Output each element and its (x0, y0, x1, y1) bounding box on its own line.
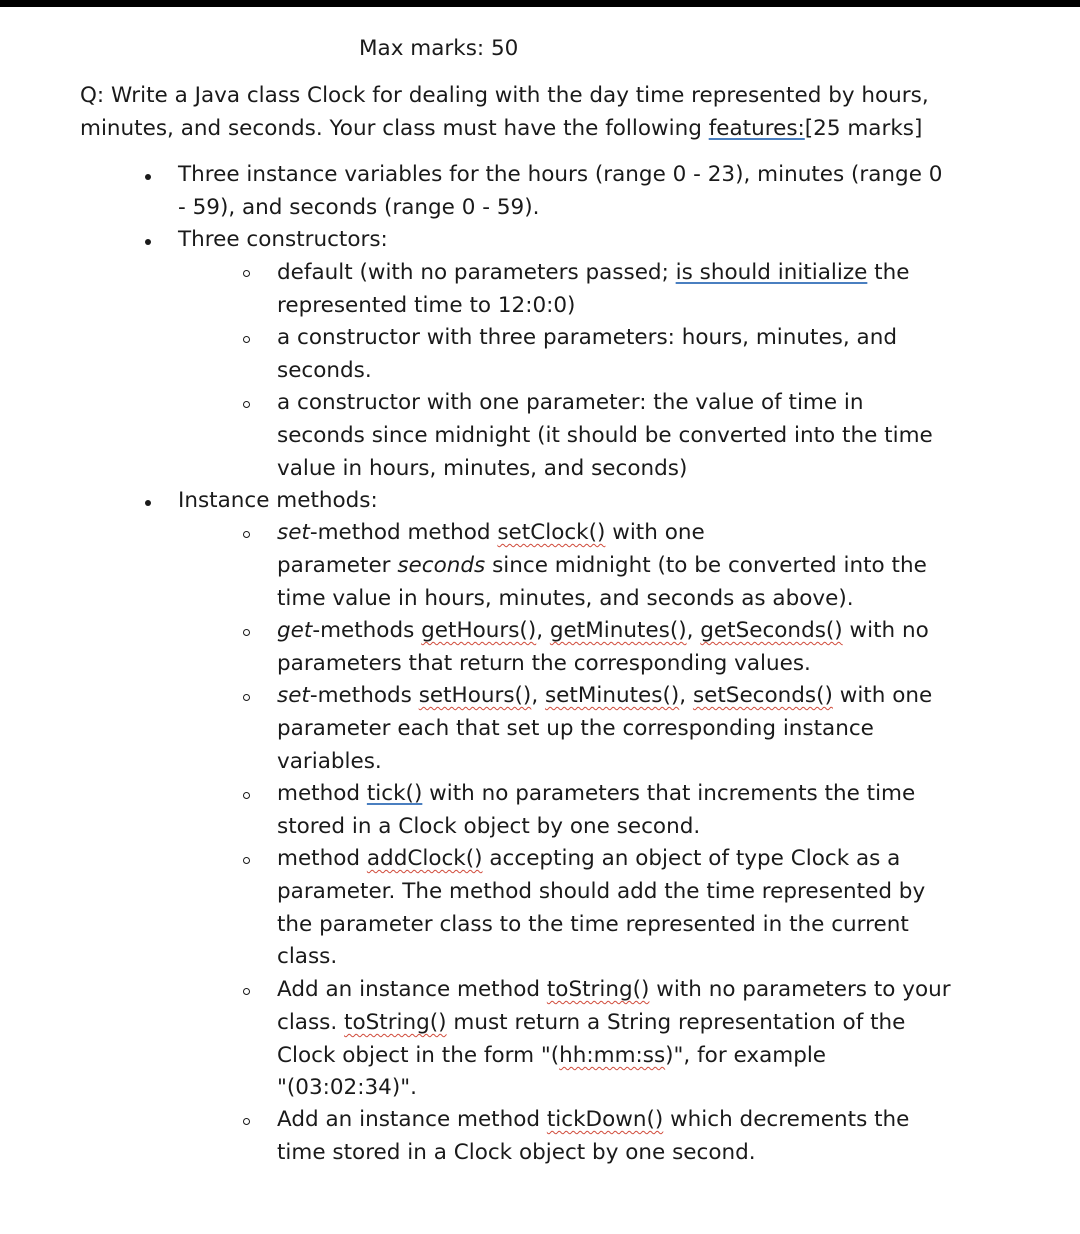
method-text: Add an instance method (277, 1107, 547, 1132)
method-text-end: with no parameters to your (649, 977, 951, 1002)
method-5-line-4: class. (277, 944, 338, 969)
circle-bullet (243, 336, 250, 343)
question-text: minutes, and seconds. Your class must have the following (80, 116, 709, 141)
italic-set: set (277, 683, 310, 708)
constructor-3-line-2: seconds since midnight (it should be converted into the time (277, 423, 933, 448)
italic-set: set (277, 520, 310, 545)
features-link[interactable]: features: (708, 116, 805, 141)
method-text-end: )", for example (665, 1043, 827, 1068)
method-text: method (277, 781, 367, 806)
circle-bullet (243, 629, 250, 636)
method-6-line-2 (277, 1012, 905, 1034)
bullet-3-line: Instance methods: (178, 488, 378, 513)
method-text-end: accepting an object of type Clock as a (482, 846, 901, 871)
circle-bullet (243, 694, 250, 701)
method-1-line-3: time value in hours, minutes, and seconds as above). (277, 586, 854, 611)
bullet-dot (145, 174, 151, 180)
constructor-3-line-3: value in hours, minutes, and seconds) (277, 456, 688, 481)
method-6-line-4: "(03:02:34)". (277, 1075, 417, 1100)
method-4-line-2: stored in a Clock object by one second. (277, 814, 701, 839)
addclock-code: addClock() (366, 846, 483, 871)
method-text: Add an instance method (277, 977, 547, 1002)
method-6-line-1 (277, 979, 951, 1001)
setminutes-code: setMinutes() (544, 683, 680, 708)
constructor-2-line-2: seconds. (277, 358, 372, 383)
getseconds-code: getSeconds() (700, 618, 843, 643)
method-text: Clock object in the form "( (277, 1043, 560, 1068)
method-7-line-2: time stored in a Clock object by one second. (277, 1140, 756, 1165)
method-6-line-3 (277, 1045, 826, 1067)
format-code: hh:mm:ss (559, 1043, 666, 1068)
method-text: -methods (312, 618, 422, 643)
tostring-code: toString() (546, 977, 650, 1002)
constructor-1-text: default (with no parameters passed; (277, 260, 676, 285)
circle-bullet (243, 401, 250, 408)
question-line-2 (80, 118, 922, 140)
method-3-line-2: parameter each that set up the corresponding instance (277, 716, 874, 741)
italic-seconds: seconds (397, 553, 486, 578)
bullet-dot (145, 500, 151, 506)
circle-bullet (243, 857, 250, 864)
method-7-line-1 (277, 1109, 909, 1131)
bullet-2-line: Three constructors: (178, 227, 388, 252)
method-text-end: with no parameters that increments the time (422, 781, 916, 806)
bullet-dot (145, 239, 151, 245)
method-text-end: with one (605, 520, 705, 545)
method-text: parameter (277, 553, 398, 578)
tickdown-code: tickDown() (546, 1107, 664, 1132)
top-border (0, 0, 1080, 7)
method-3-line-1 (277, 685, 932, 707)
method-2-line-2: parameters that return the corresponding values. (277, 651, 811, 676)
method-text-end: with one (832, 683, 933, 708)
method-1-line-1 (277, 522, 705, 544)
max-marks: Max marks: 50 (359, 36, 519, 61)
grammar-underline-text[interactable]: is should initialize (675, 260, 868, 285)
italic-get: get (277, 618, 313, 643)
tick-code: tick() (366, 781, 423, 806)
sethours-code: setHours() (418, 683, 532, 708)
circle-bullet (243, 1118, 250, 1125)
tostring-code: toString() (344, 1010, 447, 1035)
method-5-line-1 (277, 848, 900, 870)
setclock-code: setClock() (497, 520, 606, 545)
method-text: -method method (309, 520, 498, 545)
constructor-3-line-1: a constructor with one parameter: the value of time in (277, 390, 864, 415)
bullet-1-line-2: - 59), and seconds (range 0 - 59). (178, 195, 540, 220)
constructor-1-line-1 (277, 262, 909, 284)
separator: , (536, 618, 550, 643)
constructor-1-line-2: represented time to 12:0:0) (277, 293, 576, 318)
method-text-end: since midnight (to be converted into the (485, 553, 927, 578)
circle-bullet (243, 531, 250, 538)
method-1-line-2 (277, 555, 927, 577)
constructor-1-text-end: the (867, 260, 910, 285)
gethours-code: getHours() (421, 618, 537, 643)
method-5-line-2: parameter. The method should add the time represented by (277, 879, 926, 904)
circle-bullet (243, 270, 250, 277)
separator: , (686, 618, 701, 643)
method-3-line-3: variables. (277, 749, 382, 774)
method-text: -methods (309, 683, 419, 708)
separator: , (531, 683, 545, 708)
constructor-2-line-1: a constructor with three parameters: hours, minutes, and (277, 325, 897, 350)
method-text-end: must return a String representation of the (446, 1010, 906, 1035)
question-line-1: Q: Write a Java class Clock for dealing with the day time represented by hours, (80, 83, 929, 108)
circle-bullet (243, 792, 250, 799)
marks-text: [25 marks] (804, 116, 923, 141)
method-5-line-3: the parameter class to the time represented in the current (277, 912, 909, 937)
method-text-end: with no (842, 618, 929, 643)
method-text: method (277, 846, 367, 871)
setseconds-code: setSeconds() (692, 683, 833, 708)
method-2-line-1 (277, 620, 929, 642)
method-text: class. (277, 1010, 345, 1035)
method-4-line-1 (277, 783, 915, 805)
getminutes-code: getMinutes() (549, 618, 687, 643)
circle-bullet (243, 988, 250, 995)
bullet-1-line-1: Three instance variables for the hours (range 0 - 23), minutes (range 0 (178, 162, 943, 187)
method-text-end: which decrements the (663, 1107, 910, 1132)
separator: , (679, 683, 693, 708)
